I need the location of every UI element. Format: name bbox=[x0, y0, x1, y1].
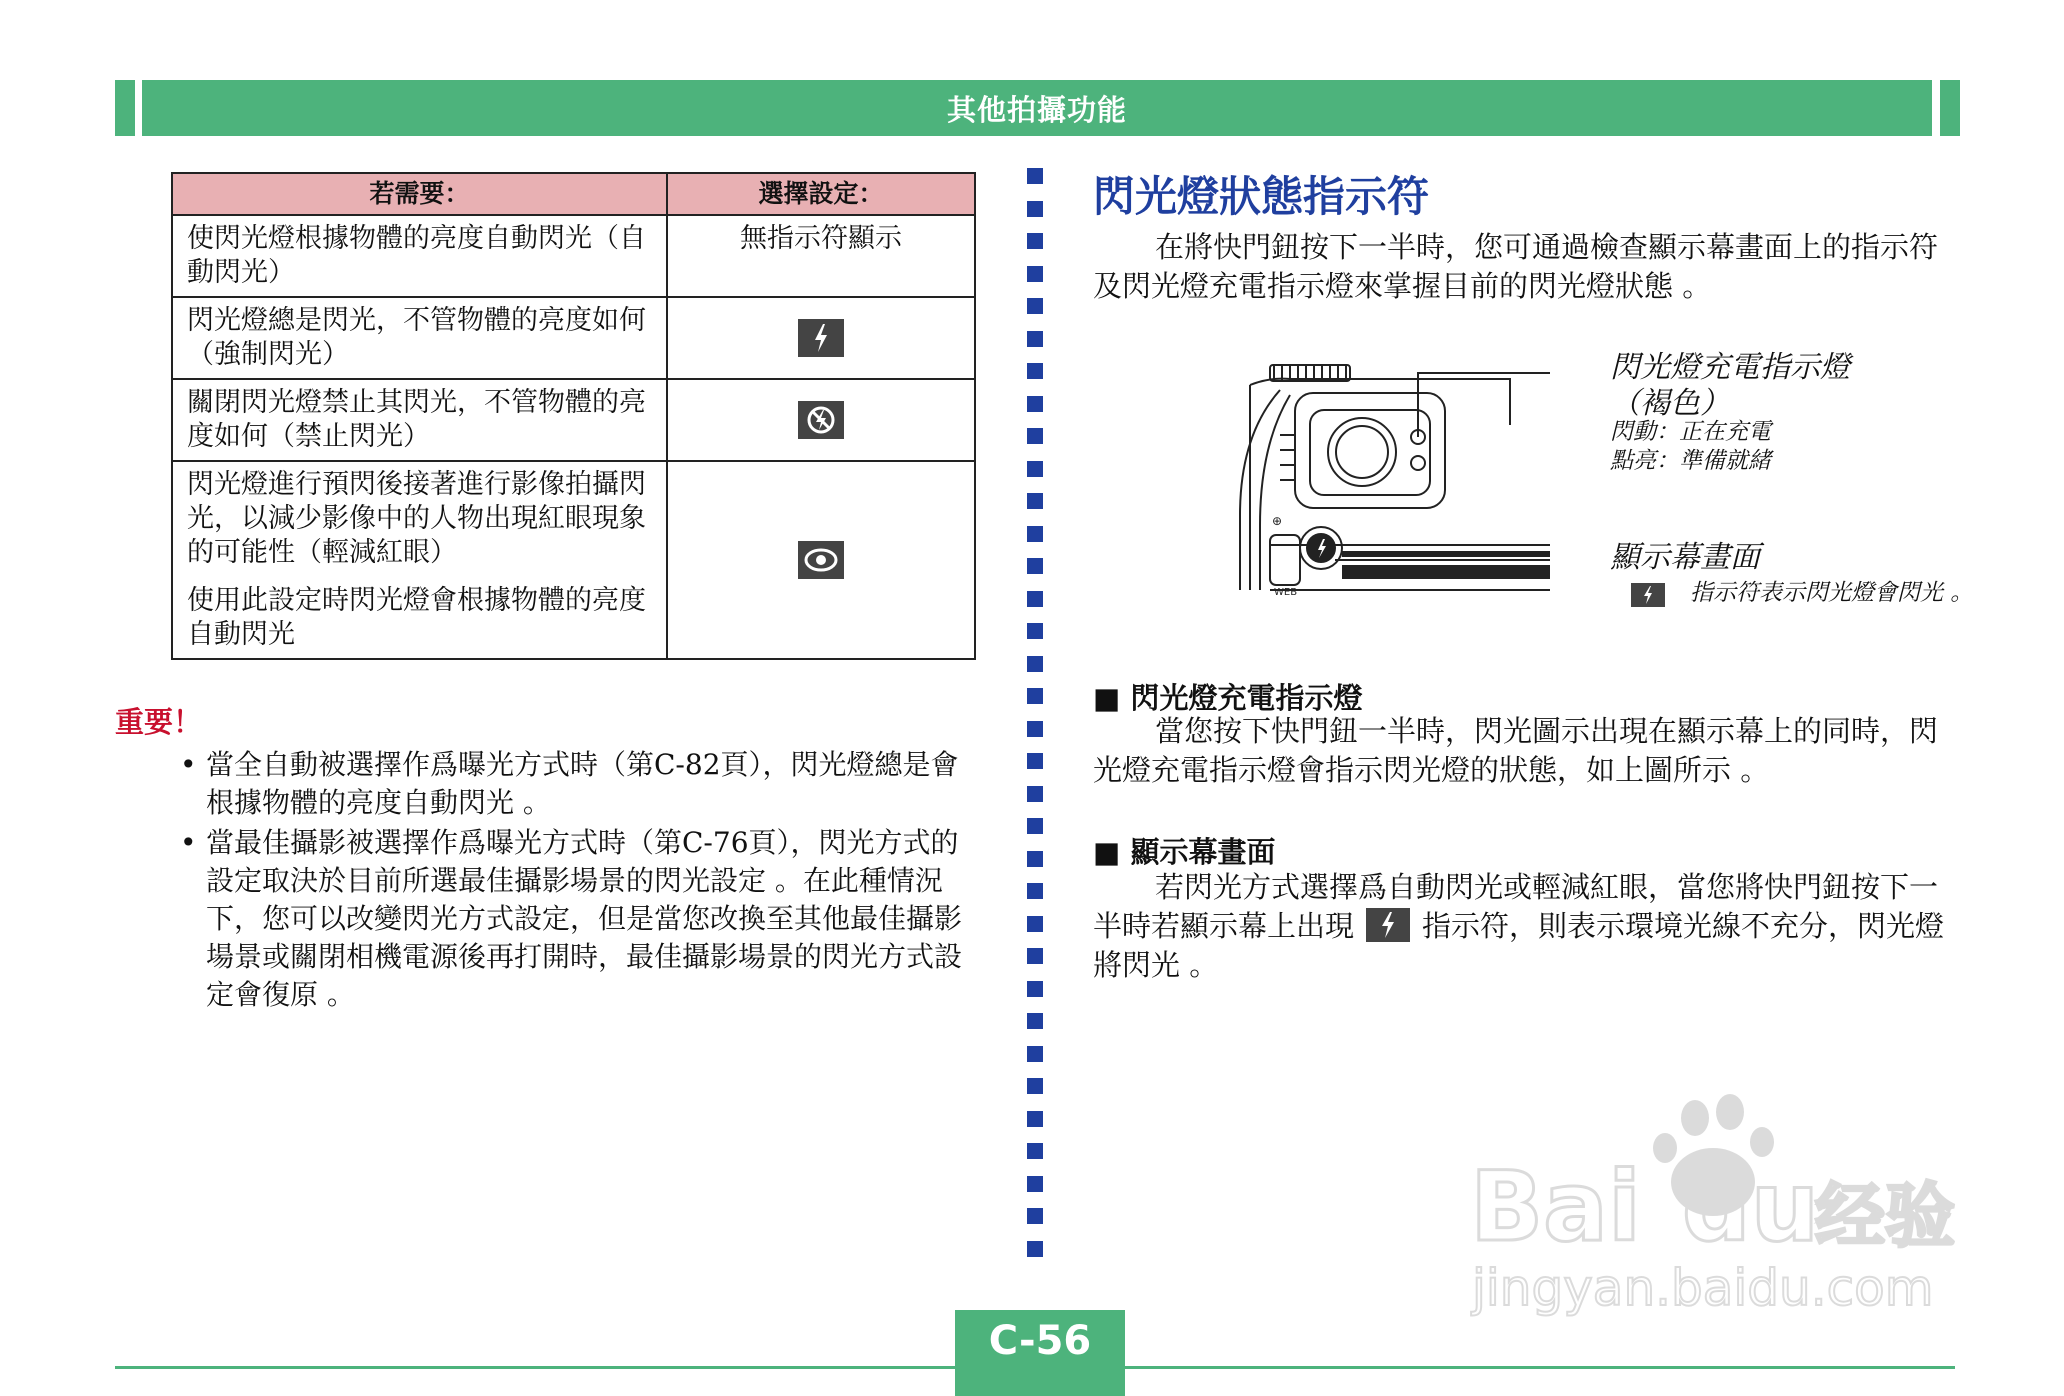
lamp-caption bbox=[1610, 350, 1850, 422]
column-header-select: 選擇設定： bbox=[667, 173, 975, 215]
page-number-badge bbox=[955, 1310, 1125, 1396]
important-list bbox=[180, 746, 980, 1016]
page-title: 其他拍攝功能 bbox=[946, 92, 1127, 127]
lamp-caption-line2: （褐色） bbox=[1610, 386, 1730, 421]
watermark-url: jingyan.baidu.com bbox=[1472, 1259, 1934, 1317]
svg-text:经验: 经验 bbox=[1815, 1175, 1955, 1257]
flash-settings-table bbox=[171, 172, 976, 660]
section-intro: 在將快門鈕按下一半時，您可通過檢查顯示幕畫面上的指示符及閃光燈充電指示燈來掌握目前的閃光燈狀態 。 bbox=[1093, 230, 1939, 303]
table-row bbox=[172, 297, 975, 379]
list-item bbox=[180, 746, 980, 822]
table-cell-select bbox=[667, 379, 975, 461]
svg-text:du: du bbox=[1682, 1151, 1820, 1263]
important-item-text: 當最佳攝影被選擇作爲曝光方式時（第C-76頁），閃光方式的設定取決於目前所選最佳攝影場景的閃光設定 。在此種情況下，您可以改變閃光方式設定，但是當您改換至其他最佳攝影場景或關閉相機電源後再打開時，最佳攝影場景的閃光方式設定會復原 。 bbox=[206, 826, 963, 1011]
column-divider bbox=[1027, 168, 1043, 1293]
table-row bbox=[172, 379, 975, 461]
lamp-state-lit: 點亮：準備就緒 bbox=[1610, 448, 1771, 474]
red-eye-icon bbox=[798, 541, 844, 579]
subsection-heading: ■ 顯示幕畫面 bbox=[1093, 835, 1276, 869]
subsection-text-after: 指示符，則表示環境光線不充分，閃光燈將閃光 。 bbox=[1093, 909, 1945, 982]
screen-caption-note: 指示符表示閃光燈會閃光 。 bbox=[1690, 580, 1974, 606]
subsection-text bbox=[1093, 868, 1963, 985]
red-eye-note: 使用此設定時閃光燈會根據物體的亮度自動閃光 bbox=[187, 585, 646, 650]
table-cell-need: 閃光燈總是閃光，不管物體的亮度如何（強制閃光） bbox=[172, 297, 667, 379]
baidu-watermark-logo bbox=[1470, 1090, 1960, 1330]
bullet: • bbox=[180, 748, 197, 781]
header-left-bar bbox=[115, 80, 135, 136]
table-cell-need bbox=[172, 461, 667, 659]
flash-off-icon bbox=[798, 401, 844, 439]
table-cell-select: 無指示符顯示 bbox=[667, 215, 975, 297]
page-number: C-56 bbox=[988, 1318, 1092, 1364]
important-heading: 重要！ bbox=[115, 705, 203, 739]
camera-illustration bbox=[1210, 355, 1550, 595]
subsection-heading: ■ 閃光燈充電指示燈 bbox=[1093, 681, 1363, 715]
list-item bbox=[180, 824, 980, 1014]
table-row bbox=[172, 461, 975, 659]
table-cell-select bbox=[667, 297, 975, 379]
web-button-label: WEB bbox=[1274, 587, 1298, 595]
svg-text:⊕: ⊕ bbox=[1272, 514, 1283, 528]
table-row bbox=[172, 215, 975, 297]
bullet: • bbox=[180, 826, 197, 859]
table-cell-need: 關閉閃光燈禁止其閃光，不管物體的亮度如何（禁止閃光） bbox=[172, 379, 667, 461]
table-cell-select bbox=[667, 461, 975, 659]
flash-on-icon bbox=[798, 319, 844, 357]
lamp-states bbox=[1610, 418, 1771, 476]
table-cell-need: 使閃光燈根據物體的亮度自動閃光（自動閃光） bbox=[172, 215, 667, 297]
svg-text:Bai: Bai bbox=[1470, 1151, 1641, 1263]
subsection-text: 當您按下快門鈕一半時，閃光圖示出現在顯示幕上的同時，閃光燈充電指示燈會指示閃光燈的狀態，如上圖所示 。 bbox=[1093, 714, 1939, 787]
lamp-caption-line1: 閃光燈充電指示燈 bbox=[1610, 350, 1850, 385]
important-item-text: 當全自動被選擇作爲曝光方式時（第C-82頁），閃光燈總是會根據物體的亮度自動閃光 。 bbox=[206, 748, 959, 819]
flash-on-icon bbox=[1631, 583, 1665, 607]
lamp-state-blinking: 閃動：正在充電 bbox=[1610, 419, 1771, 445]
header-right-bar bbox=[1940, 80, 1960, 136]
red-eye-description: 閃光燈進行預閃後接著進行影像拍攝閃光，以減少影像中的人物出現紅眼現象的可能性（輕減紅眼） bbox=[187, 469, 646, 568]
column-header-need: 若需要： bbox=[172, 173, 667, 215]
screen-caption: 顯示幕畫面 bbox=[1610, 540, 1760, 575]
flash-on-icon bbox=[1366, 908, 1410, 942]
header-band bbox=[142, 80, 1932, 136]
section-title: 閃光燈狀態指示符 bbox=[1093, 172, 1430, 221]
subsection-text-before: 若閃光方式選擇爲自動閃光或輕減紅眼，當您將快門鈕按下一半時若顯示幕上出現 bbox=[1093, 870, 1939, 943]
